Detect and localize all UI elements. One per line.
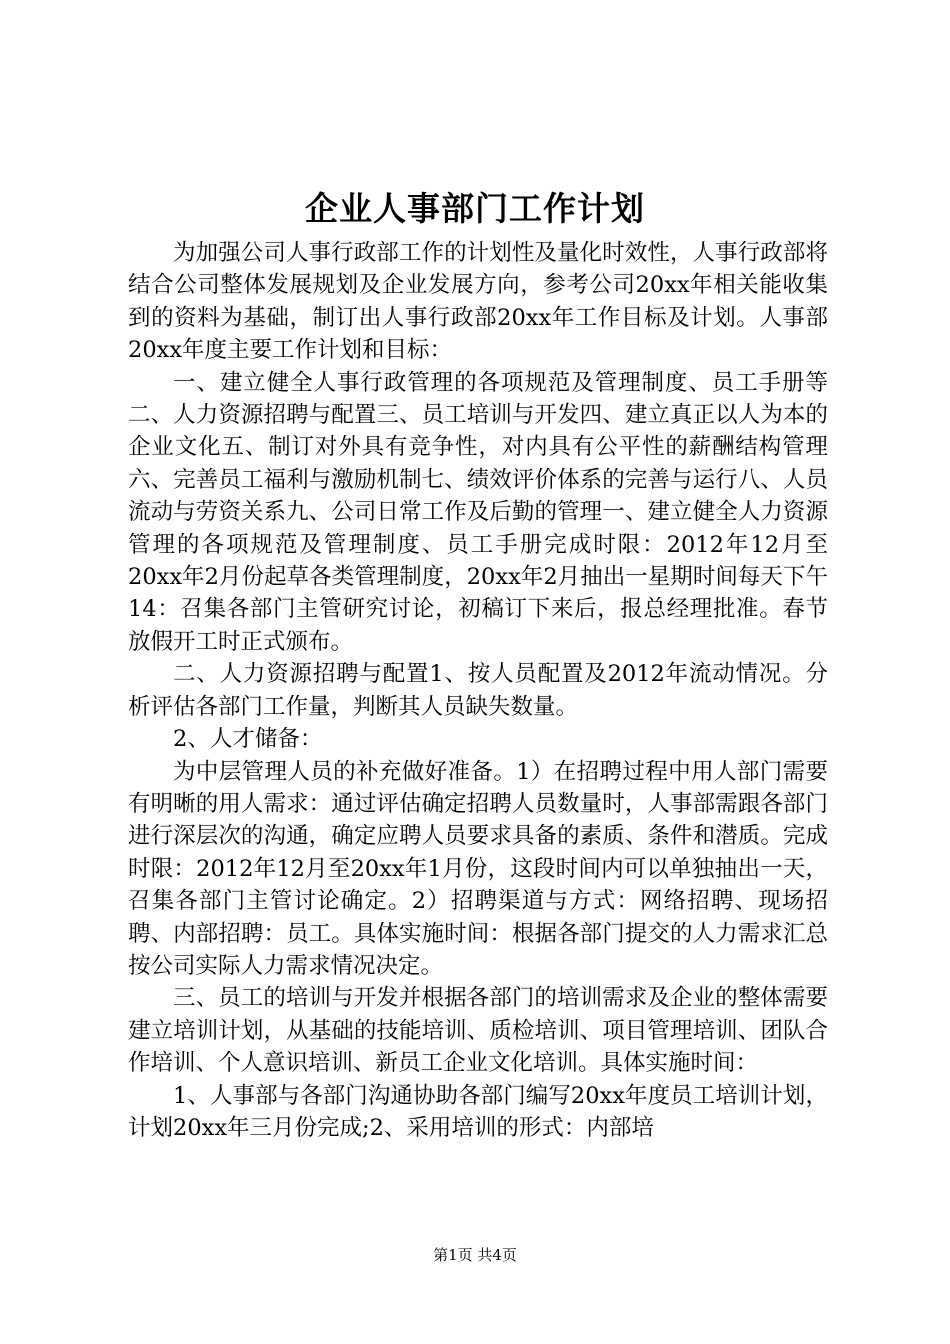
document-title: 企业人事部门工作计划	[305, 189, 645, 228]
paragraph-intro: 为加强公司人事行政部工作的计划性及量化时效性，人事行政部将结合公司整体发展规划及企业发展方向，参考公司20xx年相关能收集到的资料为基础，制订出人事行政部20xx年工作目标及计划。人事部20xx年度主要工作计划和目标：	[128, 240, 828, 364]
paragraph-training-plan: 1、人事部与各部门沟通协助各部门编写20xx年度员工培训计划，计划20xx年三月份完成;2、采用培训的形式：内部培	[128, 1082, 828, 1141]
paragraph-talent-reserve: 为中层管理人员的补充做好准备。1）在招聘过程中用人部门需要有明晰的用人需求：通过评估确定招聘人员数量时，人事部需跟各部门进行深层次的沟通，确定应聘人员要求具备的素质、条件和潜质。完成时限：2012年12月至20xx年1月份，这段时间内可以单独抽出一天，召集各部门主管讨论确定。2）招聘渠道与方式：网络招聘、现场招聘、内部招聘：员工。具体实施时间：根据各部门提交的人力需求汇总按公司实际人力需求情况决定。	[128, 758, 828, 979]
paragraph-goals-list: 一、建立健全人事行政管理的各项规范及管理制度、员工手册等二、人力资源招聘与配置三、员工培训与开发四、建立真正以人为本的企业文化五、制订对外具有竞争性，对内具有公平性的薪酬结构管理六、完善员工福利与激励机制七、绩效评价体系的完善与运行八、人员流动与劳资关系九、公司日常工作及后勤的管理一、建立健全人力资源管理的各项规范及管理制度、员工手册完成时限：2012年12月至20xx年2月份起草各类管理制度，20xx年2月抽出一星期时间每天下午14：召集各部门主管研究讨论，初稿订下来后，报总经理批准。春节放假开工时正式颁布。	[128, 369, 828, 655]
paragraph-talent-reserve-heading: 2、人才储备：	[173, 726, 323, 753]
paragraph-training: 三、员工的培训与开发并根据各部门的培训需求及企业的整体需要建立培训计划，从基础的技能培训、质检培训、项目管理培训、团队合作培训、个人意识培训、新员工企业文化培训。具体实施时间：	[128, 985, 828, 1077]
document-body	[128, 237, 828, 1144]
page-number-footer: 第1页 共4页	[433, 1246, 517, 1264]
paragraph-recruitment: 二、人力资源招聘与配置1、按人员配置及2012年流动情况。分析评估各部门工作量，判断其人员缺失数量。	[128, 661, 828, 720]
